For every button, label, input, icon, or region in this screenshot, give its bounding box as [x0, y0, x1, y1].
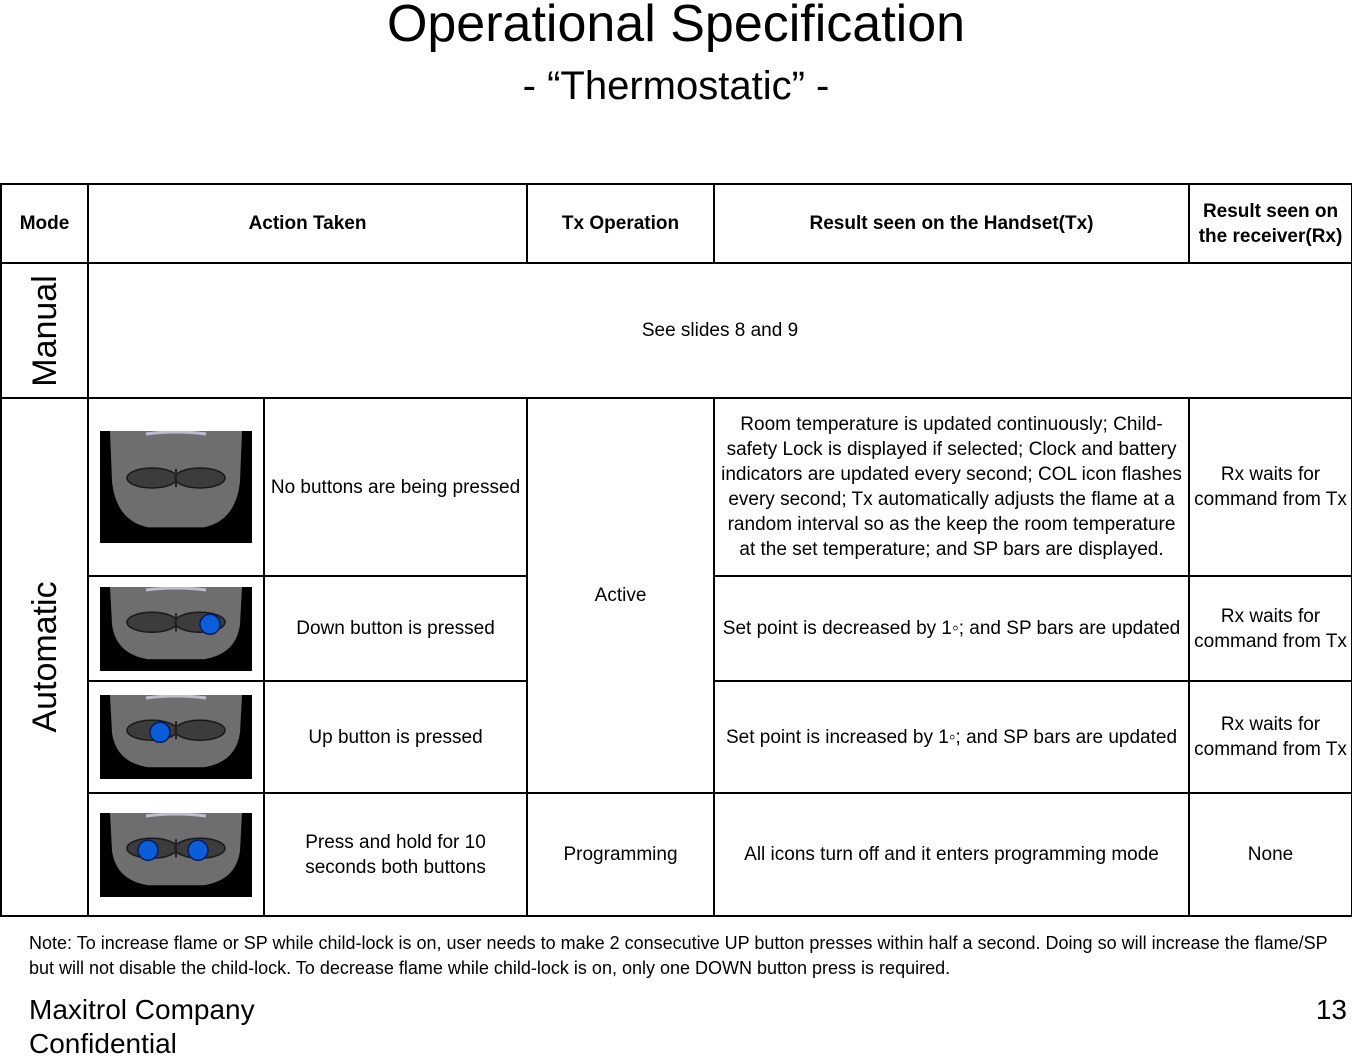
- table-header-row: [1, 184, 1352, 263]
- table-row: [1, 398, 1352, 576]
- footer-company: [29, 993, 255, 1061]
- table-row-manual: [1, 263, 1352, 398]
- mode-cell-manual: [1, 263, 88, 398]
- header-result-tx: Result seen on the Handset(Tx): [714, 184, 1189, 263]
- action-cell: No buttons are being pressed: [264, 398, 527, 576]
- up-press-indicator: [150, 722, 170, 742]
- up-button: [127, 468, 177, 488]
- footnote: Note: To increase flame or SP while child-lock is on, user needs to make 2 consecutive UP button presses within half a second. Doing so will increase the flame/SP but will not disable the child-lock. To decrease flame while child-lock is on, only one DOWN button press is required.: [29, 933, 1328, 978]
- table-row: [1, 793, 1352, 916]
- manual-see-slides: See slides 8 and 9: [88, 263, 1352, 398]
- footer-confidential: Confidential: [29, 1028, 177, 1059]
- slide-subtitle: - “Thermostatic” -: [522, 64, 830, 108]
- header-action-taken: Action Taken: [88, 184, 527, 263]
- slide-title: Operational Specification: [386, 0, 966, 53]
- down-press-indicator: [188, 840, 208, 860]
- mode-cell-automatic: [1, 398, 88, 916]
- handset-image: [100, 587, 252, 671]
- mode-label-automatic: Automatic: [25, 581, 64, 733]
- handset-image-cell: [88, 576, 264, 681]
- result-tx-cell: All icons turn off and it enters programming mode: [714, 793, 1189, 916]
- handset-image-cell: [88, 681, 264, 793]
- down-button: [175, 468, 225, 488]
- result-tx-cell: Set point is decreased by 1◦; and SP bars are updated: [714, 576, 1189, 681]
- header-result-rx: Result seen on the receiver(Rx): [1189, 184, 1352, 263]
- header-mode: Mode: [1, 184, 88, 263]
- tx-operation-programming: Programming: [527, 793, 714, 916]
- page-number: 13: [1315, 994, 1347, 1025]
- header-tx-operation: Tx Operation: [527, 184, 714, 263]
- up-button: [127, 612, 177, 632]
- action-cell: Down button is pressed: [264, 576, 527, 681]
- handset-image-cell: [88, 398, 264, 576]
- up-press-indicator: [138, 840, 158, 860]
- handset-image: [100, 695, 252, 779]
- handset-image-cell: [88, 793, 264, 916]
- result-rx-cell: Rx waits for command from Tx: [1189, 681, 1352, 793]
- result-rx-cell: Rx waits for command from Tx: [1189, 576, 1352, 681]
- footer-company-name: Maxitrol Company: [29, 994, 255, 1025]
- result-tx-cell: Room temperature is updated continuously; Child-safety Lock is displayed if selected; Clock and battery indicators are updated every second; COL icon flashes every second; Tx automatically adjusts the flame at a random interval so as the keep the room temperature at the set temperature; and SP bars are displayed.: [714, 398, 1189, 576]
- action-cell: Press and hold for 10 seconds both buttons: [264, 793, 527, 916]
- result-rx-cell: Rx waits for command from Tx: [1189, 398, 1352, 576]
- mode-label-manual: Manual: [25, 274, 64, 387]
- down-press-indicator: [200, 614, 220, 634]
- operational-spec-table: [0, 183, 1352, 917]
- tx-operation-active: Active: [527, 398, 714, 793]
- down-button: [175, 720, 225, 740]
- result-tx-cell: Set point is increased by 1◦; and SP bars are updated: [714, 681, 1189, 793]
- result-rx-cell: None: [1189, 793, 1352, 916]
- action-cell: Up button is pressed: [264, 681, 527, 793]
- handset-image: [100, 431, 252, 543]
- handset-image: [100, 813, 252, 897]
